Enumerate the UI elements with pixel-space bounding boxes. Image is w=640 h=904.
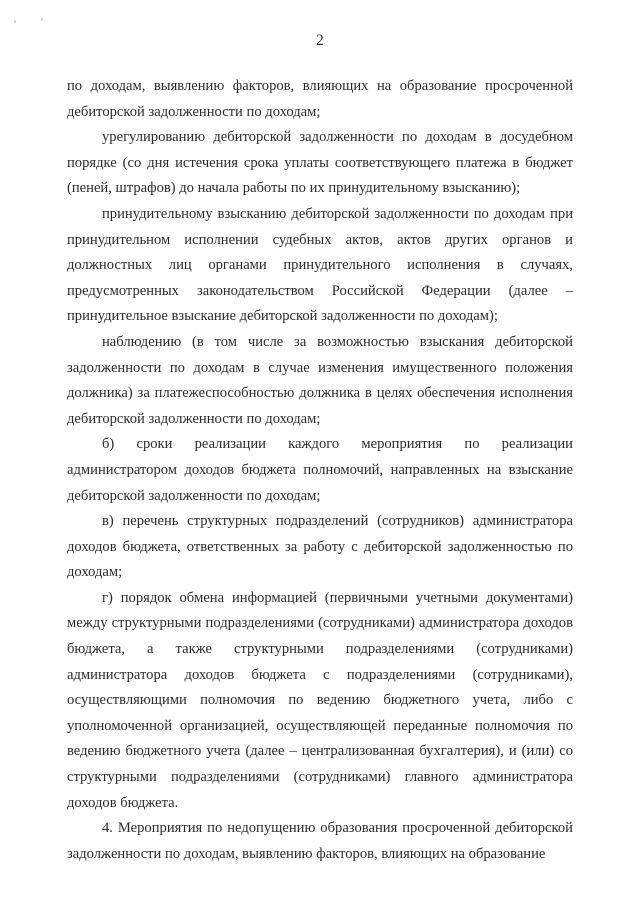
paragraph: г) порядок обмена информацией (первичными учетными документами) между структурными подразделениями (сотрудниками) администратора доходов бюджета, а также структурными подразделениями (сотрудниками) администратора доходов бюджета с подразделениями (сотрудниками), осуществляющими полномочия по ведению бюджетного учета, либо с уполномоченной организацией, осуществляющей переданные полномочия по ведению бюджетного учета (далее – централизованная бухгалтерия), и (или) со структурными подразделениями (сотрудниками) главного администратора доходов бюджета. (67, 589, 577, 811)
paragraph: урегулированию дебиторской задолженности по доходам в досудебном порядке (со дня истечения срока уплаты соответствующего платежа в бюджет (пеней, штрафов) до начала работы по их принудительному взысканию); (67, 129, 577, 197)
scan-speckle-icon (14, 20, 16, 23)
paragraph: по доходам, выявлению факторов, влияющих на образование просроченной дебиторской задолженности по доходам; (67, 78, 577, 120)
document-body (67, 74, 577, 867)
paragraph: наблюдению (в том числе за возможностью взыскания дебиторской задолженности по доходам в случае изменения имущественного положения должника) за платежеспособностью должника в целях обеспечения исполнения дебиторской задолженности по доходам; (67, 333, 577, 427)
paragraph: 4. Мероприятия по недопущению образования просроченной дебиторской задолженности по доходам, выявлению факторов, влияющих на образование (67, 820, 577, 862)
paragraph: принудительному взысканию дебиторской задолженности по доходам при принудительном исполнении судебных актов, актов других органов и должностных лиц органами принудительного исполнения в случаях, предусмотренных законодательством Российской Федерации (далее – принудительное взыскание дебиторской задолженности по доходам); (67, 205, 577, 325)
scan-speckle-icon (41, 18, 43, 21)
page-number: 2 (316, 32, 324, 49)
paragraph: в) перечень структурных подразделений (сотрудников) администратора доходов бюджета, ответственных за работу с дебиторской задолженностью по доходам; (67, 513, 577, 581)
paragraph: б) сроки реализации каждого мероприятия по реализации администратором доходов бюджета полномочий, направленных на взыскание дебиторской задолженности по доходам; (67, 436, 577, 504)
